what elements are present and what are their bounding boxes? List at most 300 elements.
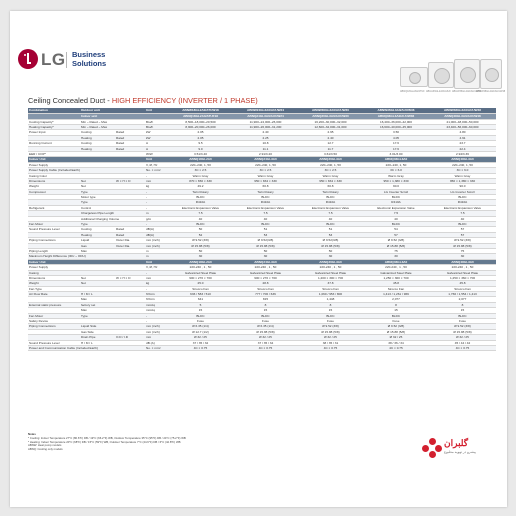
table-cell: 9.0	[198, 146, 203, 151]
table-cell: Ø 9.52(3/8)	[257, 238, 274, 243]
table-cell: Electronic Expansion Valve	[377, 205, 415, 210]
table-cell	[81, 271, 116, 275]
table-cell: 220-240 , 1 , 50	[319, 265, 342, 270]
table-cell: 17.6	[392, 146, 400, 151]
table-cell: Piping Connections	[29, 324, 56, 329]
table-cell: 21,000~48,000~50,000	[446, 119, 479, 124]
table-cell: BLDC	[196, 313, 205, 318]
table-cell: BLDC	[196, 195, 205, 200]
table-cell: 57	[394, 232, 398, 237]
table-cell: R410A	[325, 200, 336, 205]
table-cell: R410A	[391, 200, 401, 205]
table-cell: 2.94/3.36	[456, 151, 469, 156]
table-cell	[29, 200, 81, 204]
table-cell: 8	[461, 302, 464, 307]
table-cell: Type	[81, 200, 88, 205]
table-cell: Unit	[146, 259, 153, 264]
table-cell: Maximum Height Difference (IDU ~ ODU)	[29, 254, 86, 259]
table-cell	[29, 330, 81, 334]
table-cell: 900 × 270 × 700	[189, 275, 212, 280]
table-cell: Ø 15.88 (5/8)	[453, 243, 472, 248]
table-cell: 53	[263, 232, 268, 237]
table-cell	[116, 222, 146, 226]
table-cell: Ø 9.52 (3/8)	[192, 238, 209, 243]
table-cell: Net	[81, 184, 86, 189]
table-cell: Cooling	[81, 227, 92, 232]
table-cell: LG Inverter Scroll	[383, 189, 409, 194]
table-cell: 777 / 706 / 636	[255, 292, 276, 297]
table-cell: Ø 9.52 (3/8)	[387, 324, 405, 329]
table-cell	[116, 308, 146, 312]
table-cell	[81, 265, 116, 269]
table-cell: Liquid Side	[81, 324, 97, 329]
table-cell: 4C × 0.75	[193, 346, 208, 350]
table-cell: 11.1	[262, 146, 269, 151]
table-cell	[116, 341, 146, 345]
table-cell: Net	[81, 281, 86, 286]
table-cell: Electronic Expansion Valve	[443, 205, 482, 210]
table-cell: 40	[263, 216, 268, 221]
table-cell: 15	[198, 308, 203, 313]
table-cell: 16,200~30,000~32,000	[314, 119, 347, 124]
table-cell: Galvanized Steel Plate	[380, 270, 412, 275]
table-cell: BLDC	[391, 222, 401, 227]
table-cell: Net	[81, 275, 86, 280]
table-cell: 30	[263, 254, 268, 259]
table-cell: 3.51/3.40	[194, 151, 207, 156]
table-cell: 30	[394, 254, 398, 259]
dealer-brand	[422, 438, 502, 468]
table-cell: mm	[146, 275, 152, 280]
table-cell: Ø 9.52 (3/8)	[387, 238, 405, 243]
table-cell: No. × mm²	[146, 346, 161, 350]
header-cell: ABNQ18GL2A0/ATUF18	[183, 114, 218, 118]
header-cell: Indoor unit	[81, 114, 98, 118]
note-line: ABNQ: Cooling only models	[28, 447, 63, 452]
table-cell	[81, 254, 116, 258]
table-cell: 3C × 6.0	[390, 168, 402, 173]
table-cell: Indoor Unit	[29, 259, 46, 264]
table-cell	[116, 206, 146, 210]
table-cell	[29, 147, 81, 151]
table-cell: 12.7	[327, 141, 334, 146]
note-line: ABNW: Heat pump models	[28, 443, 62, 448]
table-cell: Btu/h	[146, 119, 154, 124]
table-cell: Sirocco Fan	[192, 286, 209, 291]
header-cell: ABNQ24GL3A0/AUUW24	[247, 114, 284, 118]
table-cell: BLDC	[391, 195, 401, 200]
table-cell: mm	[146, 335, 152, 340]
table-cell: Twin Rotary	[322, 189, 339, 194]
table-cell: Rated	[116, 146, 125, 151]
table-cell: O.D / I.D	[116, 335, 129, 340]
table-cell	[116, 281, 146, 285]
table-cell: dB(A)	[146, 232, 154, 237]
table-cell: 23,400~56,000~60,000	[446, 124, 479, 129]
logo-wordmark: LG	[41, 50, 66, 69]
table-cell: 5	[199, 302, 202, 307]
table-cell: 220~240, 1, 50	[255, 162, 276, 167]
table-cell: 50	[198, 248, 203, 253]
table-cell: 7.5	[328, 211, 333, 216]
table-cell: BLDC	[326, 313, 335, 318]
table-cell: 50	[263, 248, 268, 253]
table-cell: 4C × 0.75	[455, 346, 470, 350]
table-cell: 1,250 × 360 × 700	[449, 275, 476, 280]
table-cell: Galvanized Steel Plate	[184, 270, 217, 275]
table-cell: 950 × 834 × 330	[254, 178, 277, 183]
table-cell: Refrigerant	[29, 205, 45, 210]
table-cell: m	[146, 248, 149, 253]
table-cell	[29, 244, 81, 248]
table-cell: 12,600~32,000~31,000	[314, 124, 347, 129]
table-cell: 950 × 1,380 × 330	[383, 178, 409, 183]
table-cell: 16,600~40,000~45,000	[379, 124, 412, 129]
unit-caption: ABUA36GL2A0/AUUF	[426, 90, 451, 93]
table-cell: 7.5	[393, 211, 399, 216]
table-cell: Piping Length	[29, 248, 48, 253]
table-cell: Cooling Capacity*	[29, 119, 54, 124]
table-cell: 815	[262, 297, 269, 302]
table-cell: W/W	[146, 151, 153, 156]
table-cell: 51	[328, 227, 333, 232]
fan-icon	[460, 67, 476, 83]
table-cell: Ø 6.35 (1/4)	[257, 324, 274, 329]
table-cell: Heating Capacity*	[29, 124, 54, 129]
logo-subtitle-line2: Solutions	[72, 58, 107, 68]
table-cell: 40	[394, 216, 398, 221]
table-cell: 950 × 834 × 330	[319, 178, 342, 183]
table-cell: 2.40	[327, 135, 334, 140]
table-cell: Ø 9.52 (3/8)	[454, 238, 471, 243]
table-cell: 45 / 44 / 42	[454, 340, 471, 345]
table-cell: Sirocco Fan	[257, 286, 274, 291]
table-cell	[81, 319, 116, 323]
table-cell: 50	[328, 248, 333, 253]
table-cell: V, Ø, Hz	[146, 265, 158, 270]
table-cell	[116, 271, 146, 275]
table-cell: Fan Type	[29, 286, 42, 291]
table-cell	[116, 324, 146, 328]
table-cell: Sirocco Fan	[454, 286, 471, 291]
table-cell: 11,900~24,000~26,000	[249, 119, 282, 124]
table-cell	[81, 346, 116, 350]
table-cell: Motor type	[81, 195, 96, 200]
table-cell: Electronic Expansion Valve	[246, 205, 285, 210]
table-cell	[116, 249, 146, 253]
table-cell: Dimensions	[29, 178, 46, 183]
table-cell: mmAq	[146, 308, 155, 313]
table-cell: Fuse	[197, 319, 204, 324]
table-cell: ABNQ24GL3A0	[254, 157, 277, 162]
table-cell	[116, 265, 146, 269]
table-cell: 23.7	[459, 141, 466, 146]
table-cell: Warm Gray	[322, 173, 339, 178]
table-cell: 25.0	[197, 281, 204, 286]
table-cell: 15	[263, 308, 268, 313]
table-cell: 641	[197, 297, 204, 302]
table-cell: 50	[198, 227, 203, 232]
table-cell: Sound Pressure Level	[29, 340, 60, 345]
table-cell: 4.80	[459, 130, 466, 135]
table-cell: ft³/min	[146, 292, 155, 297]
table-cell: Outer Dia.	[116, 243, 131, 248]
table-cell: 1,250 × 360 × 700	[383, 275, 409, 280]
table-cell: 22.4	[459, 146, 466, 151]
table-cell: 2,077	[458, 297, 467, 302]
table-cell: 28.8	[262, 281, 269, 286]
header-cell: ABNW24GL3A0/AUUW24	[247, 108, 284, 112]
table-cell: 51	[263, 227, 268, 232]
table-cell: 90.0	[392, 184, 400, 189]
table-cell: 220-240 , 1 , 50	[189, 265, 212, 270]
table-cell	[116, 346, 146, 350]
table-cell: 220-240 , 1 , 50	[385, 265, 407, 270]
table-cell: mm (inch)	[146, 329, 160, 334]
table-cell: 4C × 0.75	[258, 346, 273, 350]
table-cell	[116, 217, 146, 221]
table-cell: Power Input	[29, 130, 46, 135]
table-cell: BLDC	[326, 195, 335, 200]
table-cell: H / M / L	[81, 340, 93, 345]
table-cell	[116, 163, 146, 167]
table-cell: 60.8	[262, 184, 269, 189]
table-cell: 636 / 583 / 510	[190, 292, 211, 297]
table-cell: 220~240, 1, 50	[385, 162, 407, 167]
table-cell: V, Ø, Hz	[146, 162, 158, 167]
table-cell: 220-240 , 1 , 50	[254, 265, 277, 270]
header-cell: ABNQ48GL3A0/AUUW48	[444, 114, 481, 118]
table-cell: 1,766 / 1,554 / 1,413	[448, 292, 477, 297]
table-cell	[116, 297, 146, 301]
table-cell: 9.5	[198, 141, 203, 146]
table-cell: Air Flow Rate	[29, 292, 48, 297]
table-cell: BLDC	[458, 313, 467, 318]
table-cell: -	[146, 319, 148, 324]
table-cell: kg	[146, 281, 150, 286]
table-cell: 220~240, 1, 50	[452, 162, 473, 167]
table-cell	[29, 297, 81, 301]
table-cell	[29, 233, 81, 237]
table-cell: Max	[81, 248, 87, 253]
table-cell: Rated	[116, 232, 125, 237]
table-cell: -	[146, 222, 148, 227]
unit-caption: ABUW48GL2A0/AUUW48	[476, 90, 506, 93]
header-cell: ABNQ30GL3A0/AUUW30	[312, 114, 349, 118]
table-cell: Warm Gray	[388, 173, 404, 178]
table-cell: Heating	[81, 135, 92, 140]
table-cell: Type	[81, 189, 88, 194]
table-cell: 40	[198, 216, 203, 221]
table-cell: ABNQ36GL3A0	[384, 157, 408, 162]
table-cell: Ø 9.52(3/8)	[322, 238, 339, 243]
table-cell: m	[146, 254, 149, 259]
table-cell	[116, 303, 146, 307]
table-cell: dB(A)	[146, 227, 154, 232]
table-cell: mm (inch)	[146, 238, 160, 243]
table-cell: Rated	[116, 227, 125, 232]
table-cell	[116, 211, 146, 215]
table-cell: 1,448	[326, 297, 335, 302]
table-cell: 15	[394, 308, 398, 313]
table-cell: Ø 9.52 (3/8)	[322, 324, 339, 329]
table-cell: Sound Pressure Level	[29, 227, 60, 232]
table-cell: 3C × 2.5	[194, 168, 207, 173]
header-cell: Combination	[29, 108, 48, 112]
table-cell	[81, 163, 116, 167]
table-cell: 75	[394, 248, 398, 253]
product-images	[400, 59, 506, 101]
table-cell: 60.8	[327, 184, 334, 189]
table-cell: ABNQ48GL3A0	[451, 259, 474, 264]
table-cell: -	[146, 173, 148, 178]
logo-subtitle-line1: Business	[72, 50, 106, 59]
unit-caption: ABUW36GL2A0/AUUW36	[452, 90, 482, 93]
table-cell: Twin Rotary	[257, 189, 274, 194]
table-cell: Max	[81, 308, 87, 313]
table-cell: 4C × 0.75	[389, 346, 403, 350]
table-cell: 30	[328, 254, 333, 259]
table-cell: BLDC	[458, 195, 467, 200]
table-cell: -	[146, 313, 148, 318]
outdoor-unit-image-xlarge	[480, 59, 502, 89]
header-cell: Outdoor unit	[81, 108, 100, 112]
table-cell: 54	[394, 227, 398, 232]
table-cell	[116, 157, 146, 161]
table-cell: 2.05	[197, 130, 204, 135]
spec-table	[28, 108, 496, 351]
table-cell: BLDC	[196, 222, 205, 227]
table-cell: Casing Color	[29, 173, 47, 178]
dealer-name: گلبران	[444, 438, 469, 448]
fan-icon	[485, 68, 499, 82]
table-cell: mmAq	[146, 302, 155, 307]
table-cell: Outer Dia.	[116, 238, 131, 243]
table-cell: Type	[81, 313, 88, 318]
table-cell: BLDC	[261, 222, 270, 227]
table-cell: Rated	[116, 135, 125, 140]
header-cell: ABNW30GL3A0/AUUW30	[312, 108, 349, 112]
table-cell: LG Inverter Scroll	[450, 189, 475, 194]
table-cell: Sirocco Fan	[387, 286, 405, 291]
table-cell	[29, 308, 81, 312]
lg-face-icon	[18, 49, 38, 69]
table-cell: 57	[460, 227, 465, 232]
table-cell: W × H × D	[116, 275, 131, 280]
table-cell: A	[146, 146, 149, 151]
table-cell	[29, 136, 81, 140]
table-cell: 2.95	[327, 130, 334, 135]
table-cell: Liquid	[81, 238, 90, 243]
table-cell: 4.91	[459, 135, 466, 140]
table-cell: Fan Motor	[29, 222, 44, 227]
table-cell: 8,500~18,000~20,500	[185, 119, 216, 124]
table-cell: Running Current	[29, 141, 52, 146]
table-cell: Type	[81, 222, 88, 227]
table-cell: 37 / 35 / 34	[257, 340, 274, 345]
table-cell: R410A	[195, 200, 206, 205]
table-cell: W × H × D	[116, 178, 131, 183]
table-cell: -	[146, 205, 148, 210]
table-cell	[81, 174, 116, 178]
table-cell: Additional Charging Volume	[81, 216, 120, 221]
table-cell	[29, 217, 81, 221]
title-main: Ceiling Concealed Duct -	[28, 96, 112, 105]
table-cell: Fuse	[459, 319, 466, 324]
table-cell	[116, 330, 146, 334]
table-cell: 8	[395, 302, 397, 307]
table-row	[28, 346, 496, 351]
table-cell: 3.01/3.00	[389, 151, 403, 156]
table-cell: Ø 12.7 (1/2)	[192, 329, 209, 334]
table-cell: Gas	[81, 243, 87, 248]
table-cell: 1,200 × 300 × 700	[317, 275, 344, 280]
spec-sheet	[10, 11, 507, 507]
table-cell: mm (inch)	[146, 243, 160, 248]
table-cell: 2.40	[262, 130, 269, 135]
table-cell: Gas Side	[81, 329, 94, 334]
header-cell: ABNQ36GL3A0/AUUW36	[377, 114, 415, 118]
table-cell: Ø 15.88 (5/8)	[191, 243, 210, 248]
table-cell	[81, 168, 116, 172]
table-cell: ABNQ48GL3A0	[451, 157, 474, 162]
table-cell: Warm Gray	[257, 173, 274, 178]
unit-caption: ABNQ18GL2A0/ATUF	[400, 90, 425, 93]
table-cell: 950 × 1,380 × 330	[449, 178, 476, 183]
table-cell: ABNQ30GL3A0	[319, 157, 342, 162]
table-cell: 38 / 35 / 31	[322, 340, 339, 345]
table-cell: Indoor Unit	[29, 157, 46, 162]
table-cell	[116, 314, 146, 318]
header-cell: Unit	[146, 108, 153, 112]
table-cell	[81, 157, 116, 161]
table-cell: kW	[146, 130, 151, 135]
table-cell: mm (inch)	[146, 324, 160, 329]
table-cell: 11.7	[327, 146, 334, 151]
table-cell: 3C × 2.5	[259, 168, 272, 173]
table-cell: -	[146, 200, 148, 205]
table-cell: 7.5	[460, 211, 465, 216]
table-cell	[29, 195, 81, 199]
table-cell: Safety Device	[29, 319, 49, 324]
table-cell: 8	[264, 302, 267, 307]
table-cell	[81, 152, 116, 156]
table-cell: Warm Gray	[192, 173, 209, 178]
table-cell: Weight	[29, 281, 39, 286]
header-cell: ABNW18GL2A0/ATUW18	[182, 108, 219, 112]
table-cell: Power and Communication Cable (Included Earth)	[29, 346, 98, 350]
table-cell: Ø 32 / 25	[324, 335, 337, 340]
table-cell: Max	[81, 297, 87, 302]
table-cell: Power Supply	[29, 162, 49, 167]
table-cell	[29, 211, 81, 215]
table-cell: 2,077	[392, 297, 400, 302]
table-cell: 3C × 2.5	[324, 168, 337, 173]
table-cell	[116, 292, 146, 296]
page-title	[28, 96, 258, 105]
table-cell: mm	[146, 178, 152, 183]
table-cell: Ø 15.88 (5/8)	[321, 329, 340, 334]
table-cell: Sirocco Fan	[322, 286, 339, 291]
table-cell: Weight	[29, 184, 39, 189]
table-cell	[116, 174, 146, 178]
table-cell: 45.8	[459, 281, 466, 286]
logo-divider	[66, 52, 67, 68]
table-cell: 3.50	[392, 130, 400, 135]
fan-icon	[409, 72, 421, 84]
table-cell: Chargeless Pipe Length	[81, 211, 115, 216]
table-cell: 15	[460, 308, 465, 313]
